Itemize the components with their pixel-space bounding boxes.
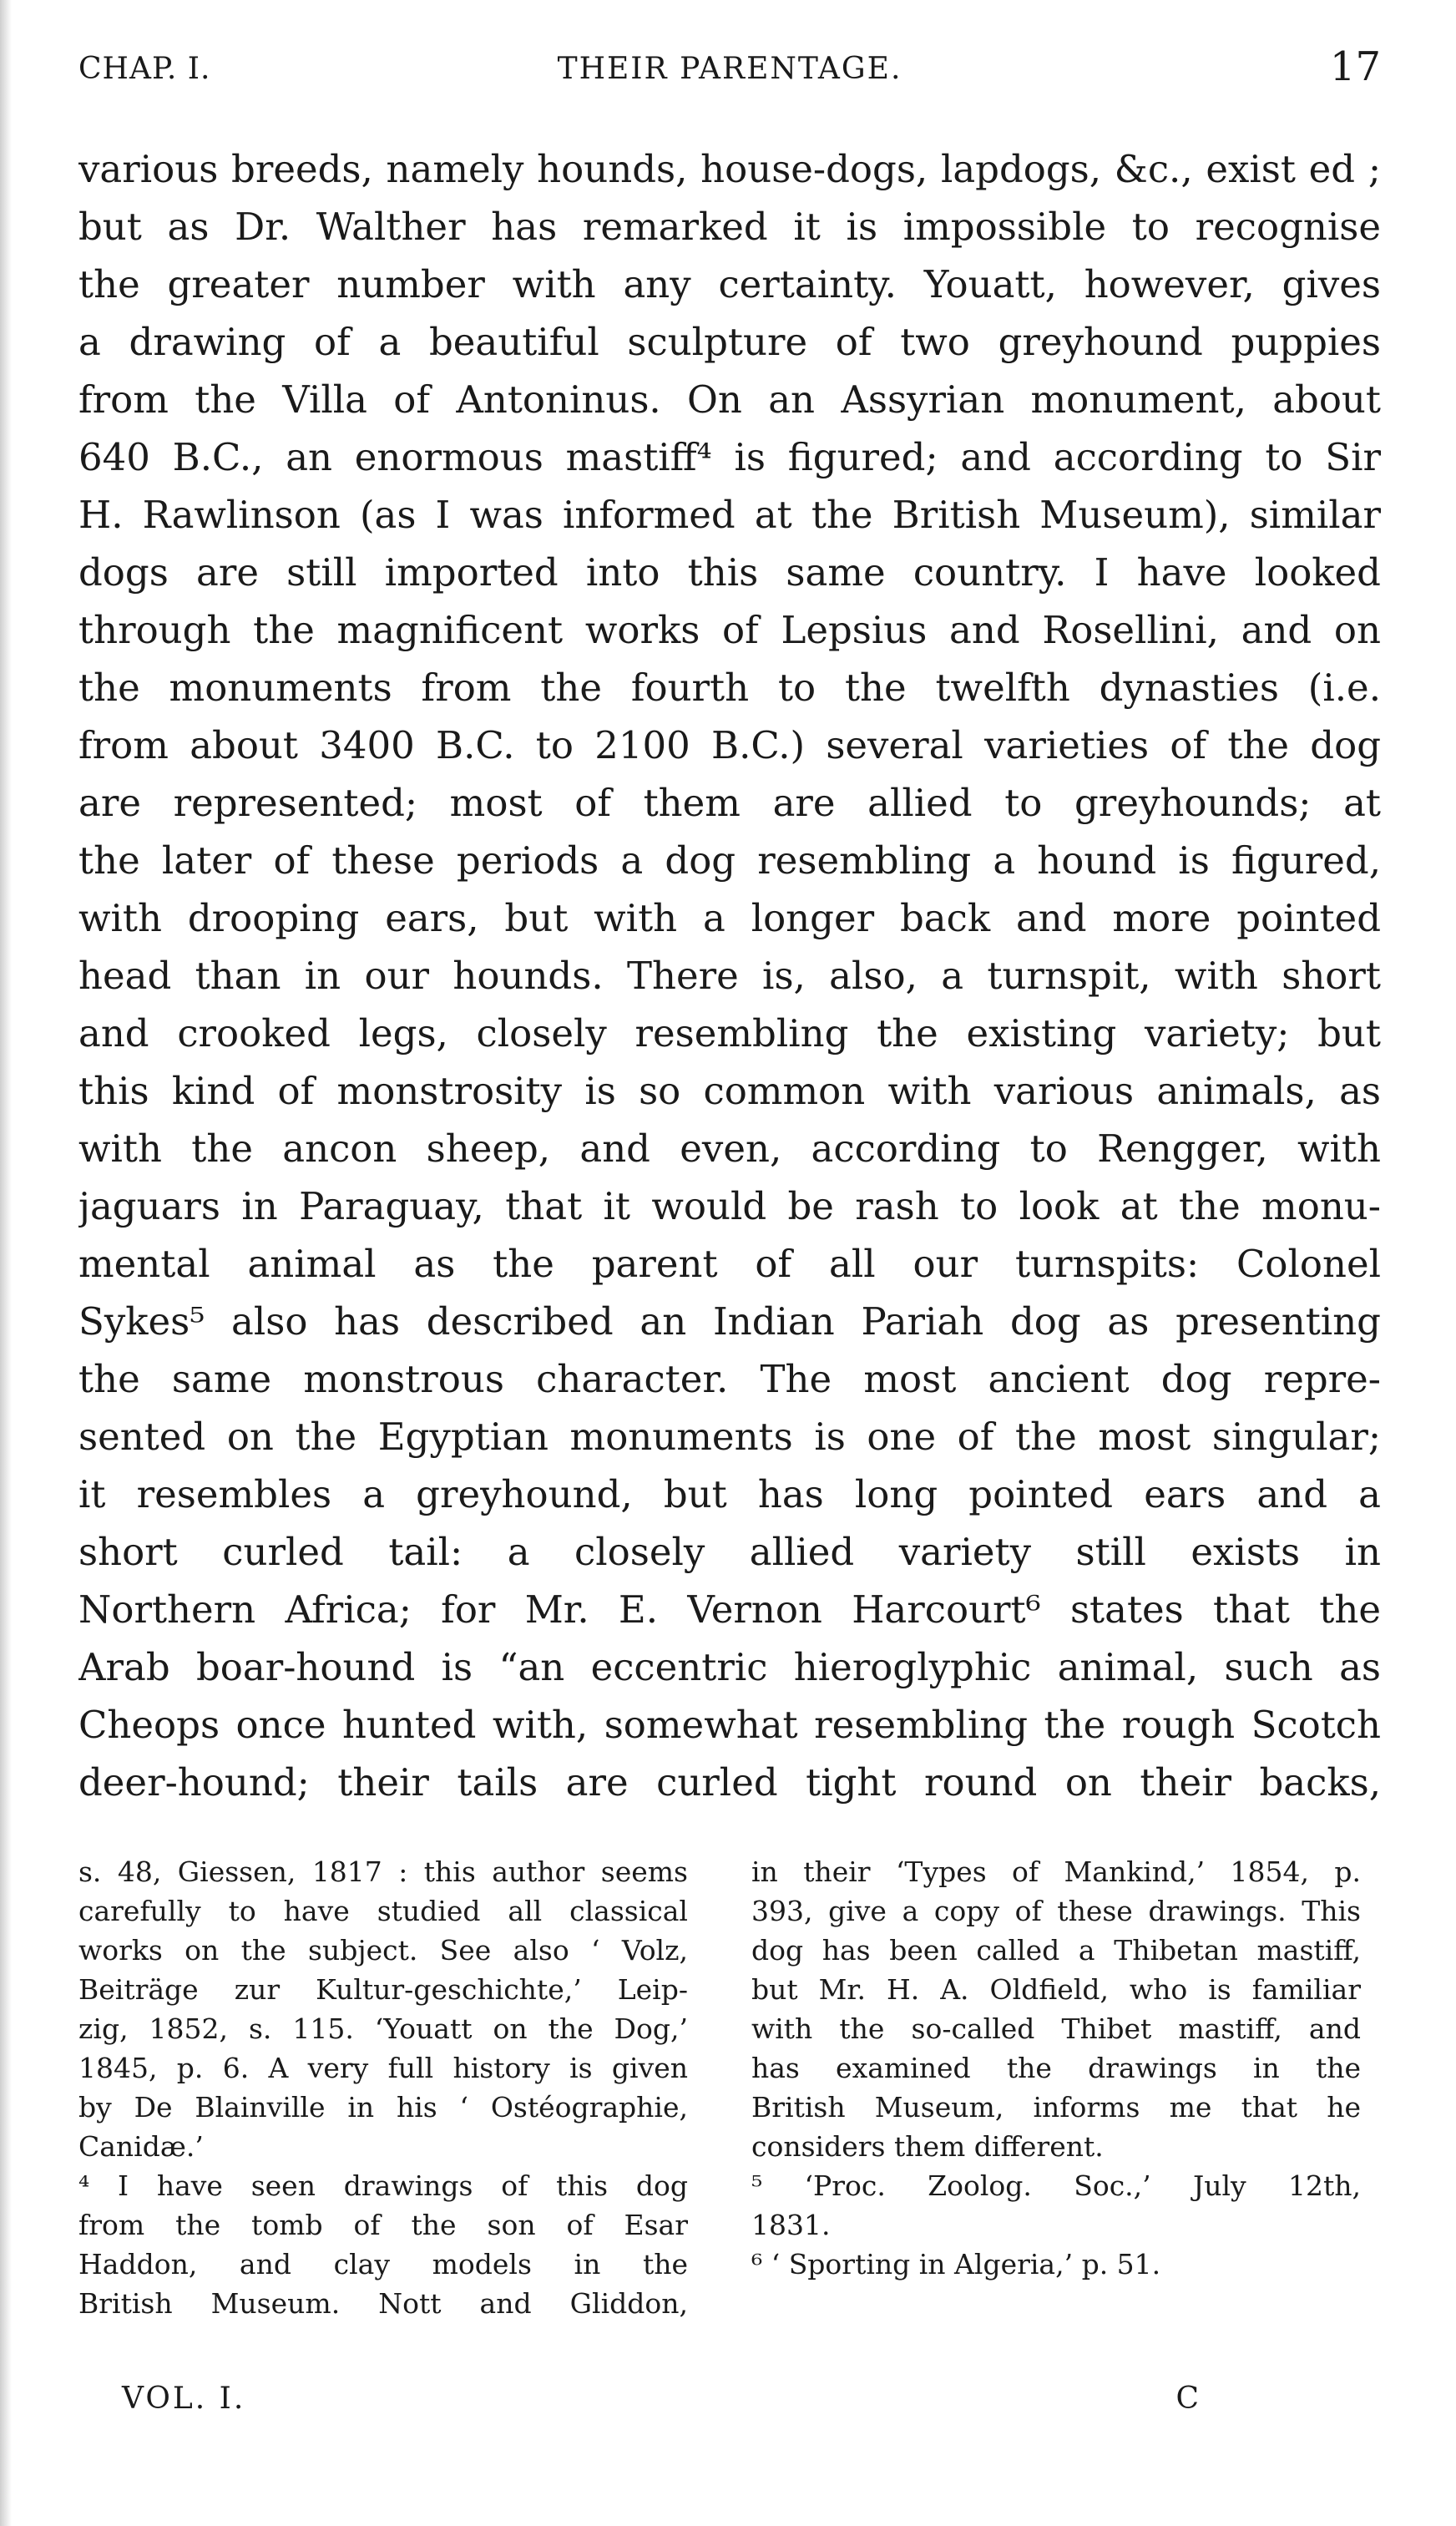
body-line: the later of these periods a dog resembling a hound is figured,: [78, 838, 1381, 883]
footnote-line: Beiträge zur Kultur-geschichte,’ Leip-: [78, 1973, 688, 2006]
body-line: Arab boar-hound is “an eccentric hieroglyphic animal, such as: [78, 1645, 1381, 1689]
body-line: deer-hound; their tails are curled tight round on their backs,: [78, 1760, 1381, 1805]
footnote-line: Canidæ.’: [78, 2130, 204, 2163]
body-line: this kind of monstrosity is so common with various animals, as: [78, 1069, 1381, 1113]
body-line: Cheops once hunted with, somewhat resembling the rough Scotch: [78, 1703, 1381, 1747]
footnote-line: 1845, p. 6. A very full history is given: [78, 2052, 688, 2084]
volume-label: VOL. I.: [122, 2382, 246, 2416]
page-edge-shadow: [0, 0, 12, 2526]
body-line: through the magnificent works of Lepsius and Rosellini, and on: [78, 608, 1381, 652]
page-number: 17: [1329, 43, 1381, 90]
footnote-line: works on the subject. See also ‘ Volz,: [78, 1934, 688, 1967]
footnote-line: 393, give a copy of these drawings. This: [751, 1895, 1361, 1927]
body-line: the greater number with any certainty. Youatt, however, gives: [78, 262, 1381, 306]
running-head: [78, 43, 1381, 94]
body-line: 640 B.C., an enormous mastiff⁴ is figured; and according to Sir: [78, 435, 1381, 479]
chapter-label: CHAP. I.: [78, 52, 211, 86]
body-line: with drooping ears, but with a longer back and more pointed: [78, 896, 1381, 940]
body-line: Sykes⁵ also has described an Indian Pariah dog as presenting: [78, 1299, 1381, 1344]
body-line: Northern Africa; for Mr. E. Vernon Harcourt⁶ states that the: [78, 1587, 1381, 1632]
footnote-line: ⁵ ‘Proc. Zoolog. Soc.,’ July 12th,: [751, 2169, 1361, 2202]
footnote-line: considers them different.: [751, 2130, 1104, 2163]
body-line: dogs are still imported into this same country. I have looked: [78, 550, 1381, 595]
body-line: it resembles a greyhound, but has long pointed ears and a: [78, 1472, 1381, 1516]
body-line: various breeds, namely hounds, house-dogs, lapdogs, &c., exist ed ;: [78, 147, 1381, 191]
footnote-line: with the so-called Thibet mastiff, and: [751, 2012, 1361, 2045]
footnote-line: from the tomb of the son of Esar: [78, 2209, 688, 2241]
body-line: a drawing of a beautiful sculpture of two greyhound puppies: [78, 320, 1381, 364]
body-line: the monuments from the fourth to the twelfth dynasties (i.e.: [78, 666, 1381, 710]
footnote-line: ⁶ ‘ Sporting in Algeria,’ p. 51.: [751, 2248, 1161, 2280]
footnote-line: zig, 1852, s. 115. ‘Youatt on the Dog,’: [78, 2012, 688, 2045]
body-line: the same monstrous character. The most ancient dog repre-: [78, 1357, 1381, 1401]
footnote-line: s. 48, Giessen, 1817 : this author seems: [78, 1855, 688, 1888]
body-line: and crooked legs, closely resembling the existing variety; but: [78, 1011, 1381, 1055]
footnote-line: has examined the drawings in the: [751, 2052, 1361, 2084]
footnote-line: British Museum. Nott and Gliddon,: [78, 2287, 688, 2320]
signature-mark: C: [1175, 2382, 1199, 2416]
footnote-line: in their ‘Types of Mankind,’ 1854, p.: [751, 1855, 1361, 1888]
body-line: mental animal as the parent of all our turnspits: Colonel: [78, 1242, 1381, 1286]
body-line: sented on the Egyptian monuments is one of the most singular;: [78, 1415, 1381, 1459]
body-line: from about 3400 B.C. to 2100 B.C.) several varieties of the dog: [78, 723, 1381, 767]
footnote-line: British Museum, informs me that he: [751, 2091, 1361, 2124]
body-line: but as Dr. Walther has remarked it is impossible to recognise: [78, 205, 1381, 249]
footnote-line: but Mr. H. A. Oldfield, who is familiar: [751, 1973, 1361, 2006]
footnote-line: 1831.: [751, 2209, 831, 2241]
body-line: short curled tail: a closely allied variety still exists in: [78, 1530, 1381, 1574]
footnote-line: carefully to have studied all classical: [78, 1895, 688, 1927]
footnote-line: Haddon, and clay models in the: [78, 2248, 688, 2280]
footnote-line: ⁴ I have seen drawings of this dog: [78, 2169, 688, 2202]
footnotes-left-column: [78, 1852, 688, 2323]
body-line: head than in our hounds. There is, also, a turnspit, with short: [78, 954, 1381, 998]
footnote-line: by De Blainville in his ‘ Ostéographie,: [78, 2091, 688, 2124]
body-line: from the Villa of Antoninus. On an Assyrian monument, about: [78, 377, 1381, 422]
body-line: jaguars in Paraguay, that it would be rash to look at the monu-: [78, 1184, 1381, 1228]
body-line: H. Rawlinson (as I was informed at the British Museum), similar: [78, 493, 1381, 537]
running-title: THEIR PARENTAGE.: [557, 52, 902, 86]
footnote-line: dog has been called a Thibetan mastiff,: [751, 1934, 1361, 1967]
body-text: [78, 140, 1381, 1811]
footnotes-right-column: [751, 1852, 1361, 2284]
page-footer: [122, 2382, 1199, 2432]
body-line: with the ancon sheep, and even, according to Rengger, with: [78, 1126, 1381, 1171]
body-line: are represented; most of them are allied to greyhounds; at: [78, 781, 1381, 825]
